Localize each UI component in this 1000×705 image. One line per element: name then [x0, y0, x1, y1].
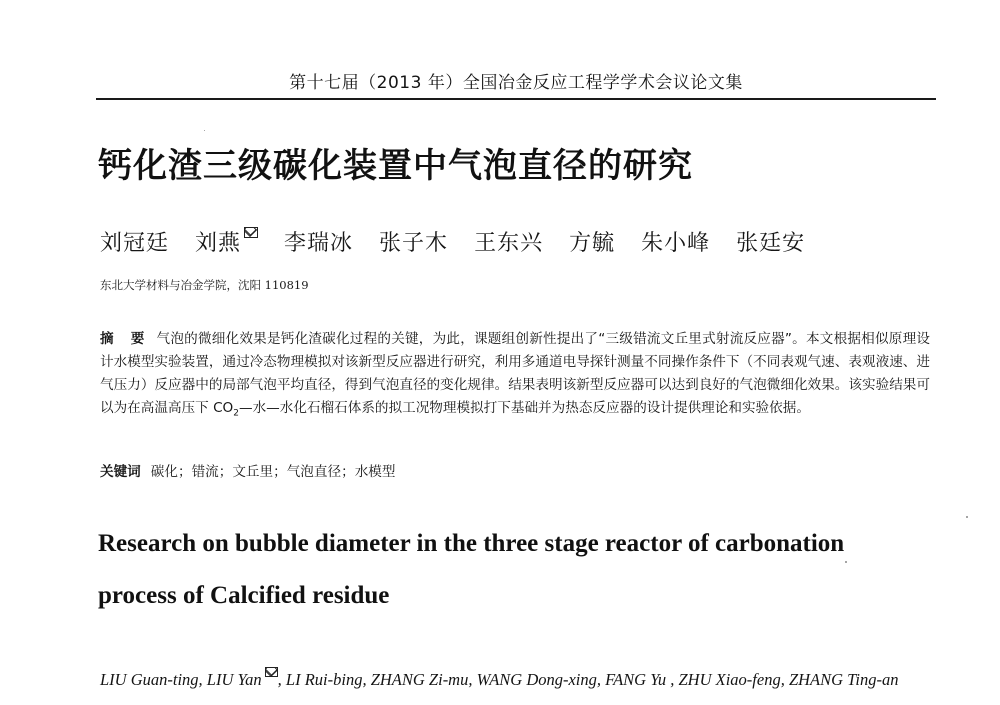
paper-title-zh: 钙化渣三级碳化装置中气泡直径的研究 — [98, 146, 693, 186]
author-list-en — [100, 667, 930, 692]
author-name: 朱小峰 — [641, 231, 711, 256]
keyword: 错流 — [191, 464, 219, 480]
authors-en-part2: , LI Rui-bing, ZHANG Zi-mu, WANG Dong-xing, FANG Yu , ZHU Xiao-feng, ZHANG Ting-an — [277, 670, 899, 689]
author-zh — [195, 226, 258, 257]
author-zh — [284, 226, 353, 257]
header-rule — [96, 98, 936, 100]
abstract-subscript: 2 — [233, 408, 239, 419]
author-name: 刘冠廷 — [100, 231, 170, 256]
keyword-list — [151, 464, 396, 480]
author-name: 王东兴 — [474, 231, 544, 256]
author-zh — [474, 226, 543, 257]
author-name: 方毓 — [569, 231, 616, 256]
author-name: 张廷安 — [736, 231, 806, 256]
keyword: 气泡直径 — [286, 464, 342, 480]
author-name: 李瑞冰 — [284, 231, 354, 256]
keywords-label: 关键词 — [100, 464, 141, 480]
abstract-text-part2: —水—水化石榴石体系的拟工况物理模拟打下基础并为热态反应器的设计提供理论和实验依据。 — [239, 400, 810, 416]
keyword-separator: ； — [177, 464, 192, 480]
scan-speck — [204, 130, 205, 131]
envelope-icon — [265, 667, 278, 677]
keyword-separator: ； — [273, 464, 287, 480]
scan-speck — [966, 516, 968, 518]
abstract-text-part1: 气泡的微细化效果是钙化渣碳化过程的关键，为此，课题组创新性提出了“三级错流文丘里式射流反应器”。本文根据相似原理设计水模型实验装置，通过冷态物理模拟对该新型反应器进行研究，利用多通道电导探针测量不同操作条件下（不同表观气速、表观液速、进气压力）反应器中的局部气泡平均直径，得到气泡直径的变化规律。结果表明该新型反应器可以达到良好的气泡微细化效果。该实验结果可以为在高温高压下 CO — [100, 331, 930, 416]
author-name: 刘燕 — [195, 231, 242, 256]
author-list-zh — [100, 226, 831, 256]
keyword: 水模型 — [354, 464, 396, 480]
keyword-separator: ； — [341, 464, 355, 480]
author-zh — [379, 226, 448, 257]
paper-title-en: Research on bubble diameter in the three stage reactor of carbonation process of Calcified residue — [98, 530, 845, 609]
authors-en-part1: LIU Guan-ting, LIU Yan — [100, 670, 262, 689]
keyword: 文丘里 — [232, 464, 274, 480]
keyword-separator: ； — [218, 464, 233, 480]
scan-speck — [845, 561, 847, 563]
author-zh — [100, 226, 169, 257]
affiliation-zh: 东北大学材料与冶金学院，沈阳 110819 — [100, 278, 309, 292]
envelope-icon — [244, 227, 258, 238]
author-name: 张子木 — [379, 231, 449, 256]
author-zh — [736, 226, 805, 257]
running-header: 第十七届（2013 年）全国冶金反应工程学学术会议论文集 — [289, 73, 743, 93]
author-zh — [641, 226, 710, 257]
abstract-label: 摘 要 — [100, 331, 151, 347]
keywords — [100, 460, 395, 480]
author-zh — [569, 226, 615, 257]
keyword: 碳化 — [150, 464, 178, 480]
abstract — [100, 328, 930, 426]
